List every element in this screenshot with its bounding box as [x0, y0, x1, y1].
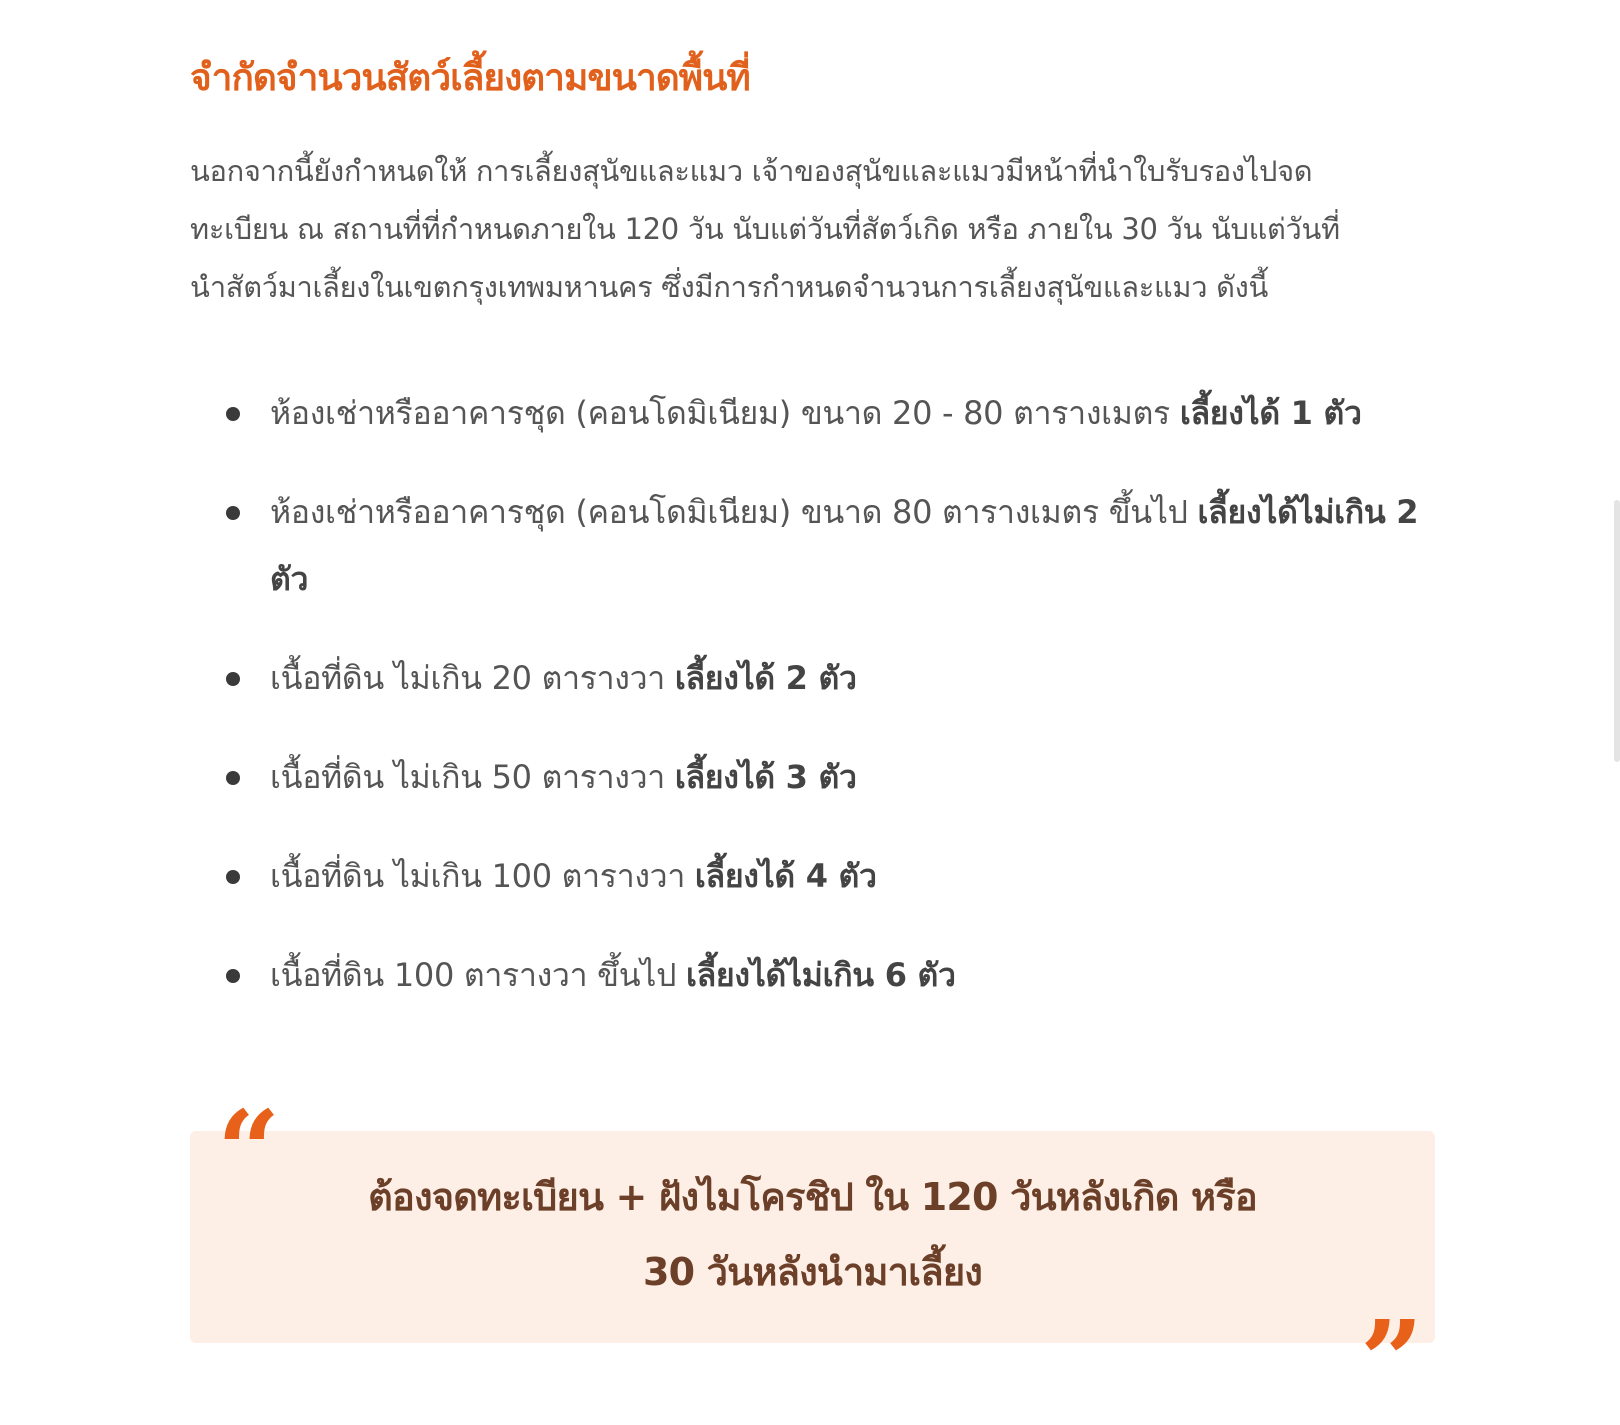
- list-item: [190, 843, 1435, 910]
- intro-line: นอกจากนี้ยังกำหนดให้ การเลี้ยงสุนัขและแมว เจ้าของสุนัขและแมวมีหน้าที่นำใบรับรองไปจด: [190, 154, 1313, 188]
- bullet-dot-icon: [226, 771, 240, 785]
- rule-text: เนื้อที่ดิน ไม่เกิน 50 ตารางวา: [270, 758, 675, 796]
- rule-limit: เลี้ยงได้ 3 ตัว: [674, 758, 857, 796]
- bullet-dot-icon: [226, 870, 240, 884]
- open-quote-icon: “: [217, 1086, 281, 1215]
- quote-line: ต้องจดทะเบียน + ฝังไมโครชิป ใน 120 วันหลังเกิด หรือ: [368, 1175, 1257, 1219]
- rule-text: เนื้อที่ดิน ไม่เกิน 20 ตารางวา: [270, 659, 675, 697]
- rule-limit: เลี้ยงได้ไม่เกิน 2 ตัว: [270, 493, 1419, 598]
- list-item: [190, 744, 1435, 811]
- scrollbar[interactable]: [1614, 500, 1620, 762]
- list-item: [190, 645, 1435, 712]
- rule-text: ห้องเช่าหรืออาคารชุด (คอนโดมิเนียม) ขนาด 20 - 80 ตารางเมตร: [270, 394, 1180, 432]
- quote-line: 30 วันหลังนำมาเลี้ยง: [642, 1250, 983, 1294]
- bullet-dot-icon: [226, 672, 240, 686]
- intro-line: นำสัตว์มาเลี้ยงในเขตกรุงเทพมหานคร ซึ่งมีการกำหนดจำนวนการเลี้ยงสุนัขและแมว ดังนี้: [190, 270, 1269, 304]
- list-item: [190, 479, 1435, 613]
- quote-text: [190, 1160, 1435, 1310]
- rule-limit: เลี้ยงได้ 4 ตัว: [694, 857, 877, 895]
- close-quote-icon: ”: [1360, 1296, 1424, 1425]
- list-item: [190, 942, 1435, 1009]
- rule-limit: เลี้ยงได้ไม่เกิน 6 ตัว: [685, 956, 956, 994]
- rule-text: เนื้อที่ดิน ไม่เกิน 100 ตารางวา: [270, 857, 695, 895]
- bullet-dot-icon: [226, 506, 240, 520]
- bullet-dot-icon: [226, 969, 240, 983]
- rule-limit: เลี้ยงได้ 2 ตัว: [674, 659, 857, 697]
- pet-limit-list: [190, 380, 1435, 1009]
- list-item: [190, 380, 1435, 447]
- rule-limit: เลี้ยงได้ 1 ตัว: [1179, 394, 1362, 432]
- intro-line: ทะเบียน ณ สถานที่ที่กำหนดภายใน 120 วัน นับแต่วันที่สัตว์เกิด หรือ ภายใน 30 วัน นับแต่วันที่: [190, 212, 1340, 246]
- section-heading: จำกัดจำนวนสัตว์เลี้ยงตามขนาดพื้นที่: [190, 56, 750, 99]
- bullet-dot-icon: [226, 407, 240, 421]
- rule-text: เนื้อที่ดิน 100 ตารางวา ขึ้นไป: [270, 956, 686, 994]
- rule-text: ห้องเช่าหรืออาคารชุด (คอนโดมิเนียม) ขนาด 80 ตารางเมตร ขึ้นไป: [270, 493, 1198, 531]
- intro-paragraph: [190, 142, 1435, 316]
